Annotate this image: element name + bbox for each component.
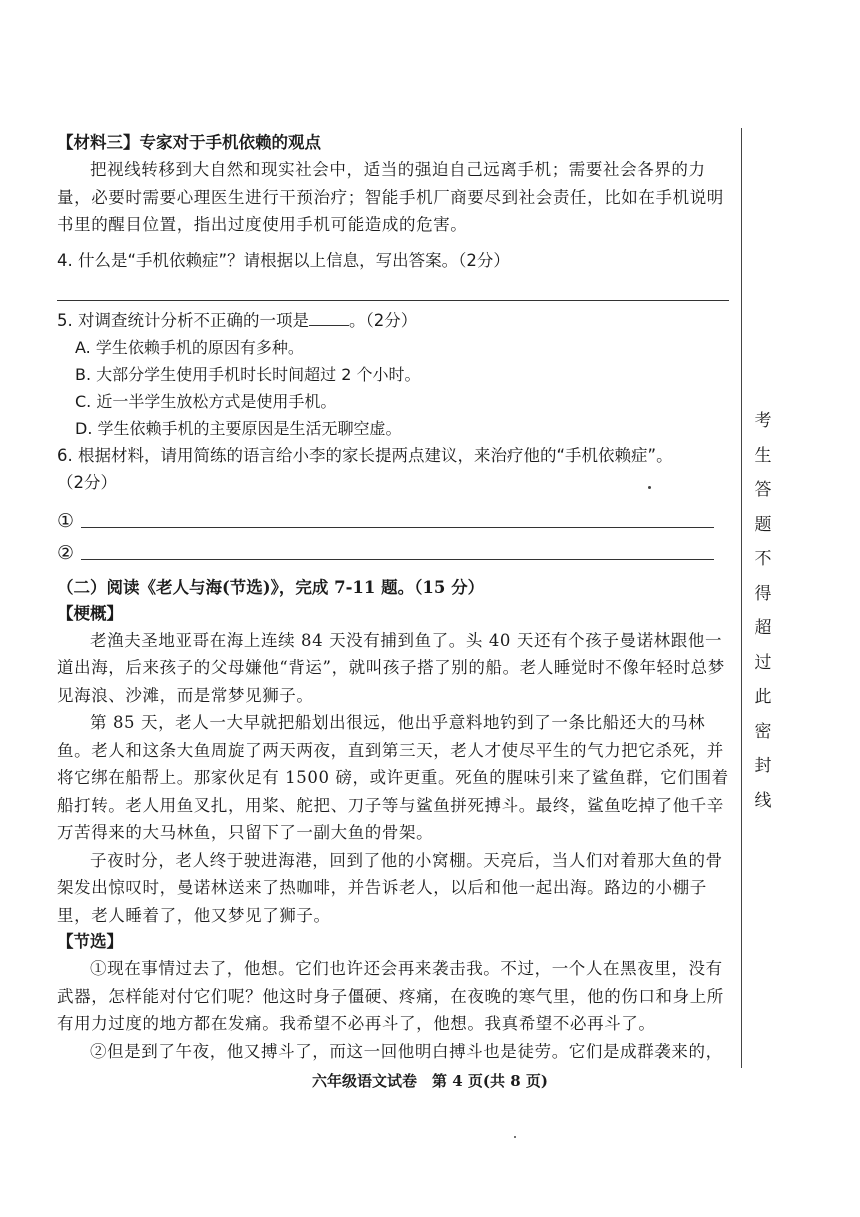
material3-paragraph: 把视线转移到大自然和现实社会中，适当的强迫自己远离手机；需要社会各界的力量，必要时需要心理医生进行干预治疗；智能手机厂商要尽到社会责任，比如在手机说明书里的醒目位置，指出过度使用手机可能造成的危害。 — [57, 160, 724, 234]
page-footer: 六年级语文试卷 第 4 页(共 8 页) — [312, 1072, 548, 1090]
q6-answer-line-1[interactable] — [81, 527, 714, 528]
seal-char: 考 — [754, 411, 772, 431]
summary-label: 【梗概】 — [57, 603, 123, 623]
material3-header: 【材料三】专家对于手机依赖的观点 — [57, 133, 321, 152]
q6-answer-row-1[interactable] — [57, 502, 729, 532]
scan-speck — [514, 1136, 516, 1138]
seal-margin-notice — [752, 404, 774, 818]
q5-prefix: 5. 对调查统计分析不正确的一项是 — [57, 310, 309, 330]
question-6: 6. 根据材料，请用简练的语言给小李的家长提两点建议，来治疗他的“手机依赖症”。 — [57, 445, 673, 465]
scan-speck — [648, 486, 651, 489]
q6-points: （2分） — [57, 472, 117, 492]
seal-char: 密 — [754, 721, 772, 742]
excerpt-paragraph-1: ①现在事情过去了，他想。它们也许还会再来袭击我。不过，一个人在黑夜里，没有武器，怎样能对付它们呢？他这时身子僵硬、疼痛，在夜晚的寒气里，他的伤口和身上所有用力过度的地方都在发痛。我希望不必再斗了，他想。我真希望不必再斗了。 — [57, 959, 724, 1033]
seal-border-line — [741, 128, 742, 1068]
q4-answer-line[interactable] — [57, 298, 729, 301]
summary-paragraph-1: 老渔夫圣地亚哥在海上连续 84 天没有捕到鱼了。头 40 天还有个孩子曼诺林跟他一道出海，后来孩子的父母嫌他“背运”，就叫孩子搭了别的船。老人睡觉时不像年轻时总梦见海浪、沙滩，而是常梦见狮子。 — [57, 630, 725, 705]
seal-char: 超 — [754, 618, 772, 638]
excerpt-paragraph-2: ②但是到了午夜，他又搏斗了，而这一回他明白搏斗也是徒劳。它们是成群袭来的， — [90, 1041, 723, 1061]
q5-option-a: A. 学生依赖手机的原因有多种。 — [75, 337, 304, 357]
summary-paragraph-2: 第 85 天，老人一大早就把船划出很远，他出乎意料地钓到了一条比船还大的马林鱼。老人和这条大鱼周旋了两天两夜，直到第三天，老人才使尽平生的气力把它杀死，并将它绑在船帮上。那家伙足有 1500 磅，或许更重。死鱼的腥味引来了鲨鱼群，它们围着船打转。老人用鱼叉扎，用桨、舵把、刀子等与鲨鱼拼死搏斗。最终，鲨鱼吃掉了他千辛万苦得来的大马林鱼，只留下了一副大鱼的骨架。 — [57, 713, 729, 842]
seal-char: 线 — [754, 790, 772, 811]
q5-option-c: C. 近一半学生放松方式是使用手机。 — [75, 391, 337, 411]
question-5 — [57, 307, 729, 334]
seal-char: 得 — [754, 583, 772, 604]
q5-option-b: B. 大部分学生使用手机时长时间超过 2 个小时。 — [75, 364, 421, 384]
excerpt-label: 【节选】 — [57, 932, 123, 951]
question-4: 4. 什么是“手机依赖症”？请根据以上信息，写出答案。（2分） — [57, 250, 510, 270]
q6-mark-2: ② — [57, 541, 75, 564]
seal-char: 封 — [754, 756, 772, 776]
q6-answer-line-2[interactable] — [81, 559, 714, 560]
q6-answer-row-2[interactable] — [57, 534, 729, 564]
page-content — [57, 128, 729, 1065]
seal-char: 生 — [754, 445, 772, 466]
summary-paragraph-3: 子夜时分，老人终于驶进海港，回到了他的小窝棚。天亮后，当人们对着那大鱼的骨架发出惊叹时，曼诺林送来了热咖啡，并告诉老人，以后和他一起出海。路边的小棚子里，老人睡着了，他又梦见了狮子。 — [57, 850, 723, 925]
seal-char: 过 — [754, 652, 772, 673]
q5-answer-blank[interactable] — [309, 311, 349, 326]
seal-char: 题 — [754, 514, 772, 535]
q5-suffix: 。（2分） — [349, 310, 418, 330]
q5-option-d: D. 学生依赖手机的主要原因是生活无聊空虚。 — [75, 418, 402, 438]
seal-char: 不 — [754, 549, 772, 569]
section2-header: （二）阅读《老人与海(节选)》，完成 7-11 题。（15 分） — [57, 577, 485, 597]
q6-mark-1: ① — [57, 509, 75, 532]
seal-char: 答 — [754, 480, 772, 500]
seal-char: 此 — [754, 687, 772, 707]
